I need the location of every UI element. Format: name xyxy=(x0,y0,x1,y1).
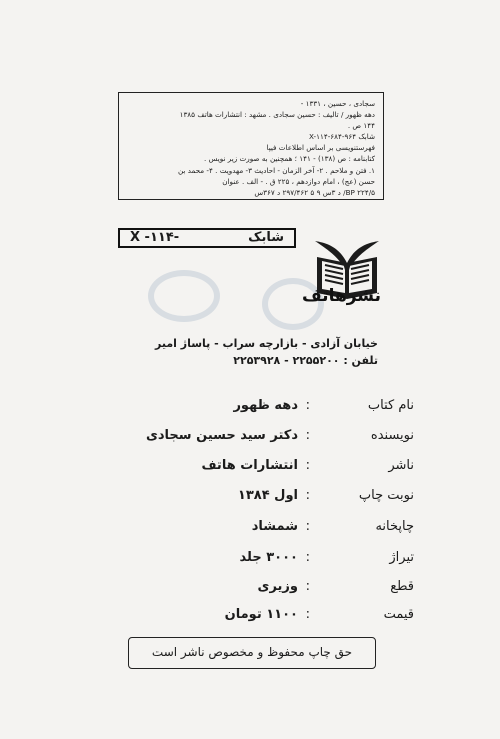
cip-line: BP ۲۲۴/۵/ د ۳س ۹ ۵ ۲۹۷/۴۶۲ د ۳۶۷س xyxy=(254,187,375,197)
cip-line: ۱. فتن و ملاحم . ۲- آخر الزمان - احادیث ۳- مهدویت . ۴- محمد بن xyxy=(177,165,375,175)
details-row xyxy=(0,607,500,633)
detail-colon: : xyxy=(305,428,310,443)
cip-line: شابک X-۱۱۴-۶۸۴-۹۶۴ xyxy=(308,132,375,142)
details-row xyxy=(0,579,500,605)
detail-value: شمشاد xyxy=(251,519,298,534)
detail-value: وزیری xyxy=(257,579,298,594)
detail-value: انتشارات هاتف xyxy=(201,458,298,473)
detail-colon: : xyxy=(305,607,310,622)
detail-label: نوبت چاپ xyxy=(358,488,414,503)
detail-colon: : xyxy=(305,458,310,473)
show-through-mark xyxy=(148,270,220,322)
isbn-box xyxy=(118,228,296,248)
details-row xyxy=(0,458,500,484)
isbn-value: X -۱۱۴- xyxy=(130,230,180,245)
cip-line: حسن (عج) ، امام دوازدهم ، ۲۲۵ ق . - الف . عنوان xyxy=(222,176,375,186)
cip-line: سجادی ، حسین ، ۱۳۳۱ - xyxy=(300,99,375,108)
details-row xyxy=(0,550,500,576)
detail-label: ناشر xyxy=(388,458,414,473)
detail-colon: : xyxy=(305,398,310,413)
copyright-notice: حق چاپ محفوظ و مخصوص ناشر است xyxy=(128,637,376,669)
detail-colon: : xyxy=(305,579,310,594)
detail-label: چاپخانه xyxy=(375,519,414,534)
details-row xyxy=(0,519,500,545)
cataloging-in-publication-box xyxy=(118,92,384,200)
cip-line: ۱۴۴ ص . xyxy=(347,121,375,131)
detail-label: تیراژ xyxy=(389,550,414,565)
publisher-logo-text: نشرهاتف xyxy=(301,286,381,306)
detail-value: دهه ظهور xyxy=(233,398,298,413)
isbn-label: شابک xyxy=(248,230,284,245)
details-row xyxy=(0,398,500,424)
detail-value: اول ۱۳۸۴ xyxy=(237,488,298,503)
detail-label: نام کتاب xyxy=(367,398,414,413)
details-row xyxy=(0,488,500,514)
detail-value: دکتر سید حسین سجادی xyxy=(145,428,298,443)
cip-line: فهرستنویسی بر اساس اطلاعات فیپا xyxy=(266,143,375,153)
publisher-phone: تلفن : ۲۲۵۵۲۰۰ - ۲۲۵۳۹۲۸ xyxy=(233,354,378,367)
detail-colon: : xyxy=(305,550,310,565)
cip-line: دهه ظهور / تالیف : حسین سجادی . مشهد : انتشارات هاتف ۱۳۸۵ xyxy=(179,110,375,120)
detail-label: قطع xyxy=(390,579,414,594)
detail-colon: : xyxy=(305,519,310,534)
details-row xyxy=(0,428,500,454)
detail-label: قیمت xyxy=(383,607,414,622)
detail-value: ۳۰۰۰ جلد xyxy=(239,550,298,565)
cip-line: کتابنامه : ص (۱۳۸) - ۱۴۱ ؛ همچنین به صورت زیر نویس . xyxy=(204,154,375,164)
detail-label: نویسنده xyxy=(370,428,414,443)
publisher-address: خیابان آزادی - بازارچه سراب - پاساژ امیر xyxy=(155,337,378,350)
detail-colon: : xyxy=(305,488,310,503)
detail-value: ۱۱۰۰ تومان xyxy=(224,607,298,622)
